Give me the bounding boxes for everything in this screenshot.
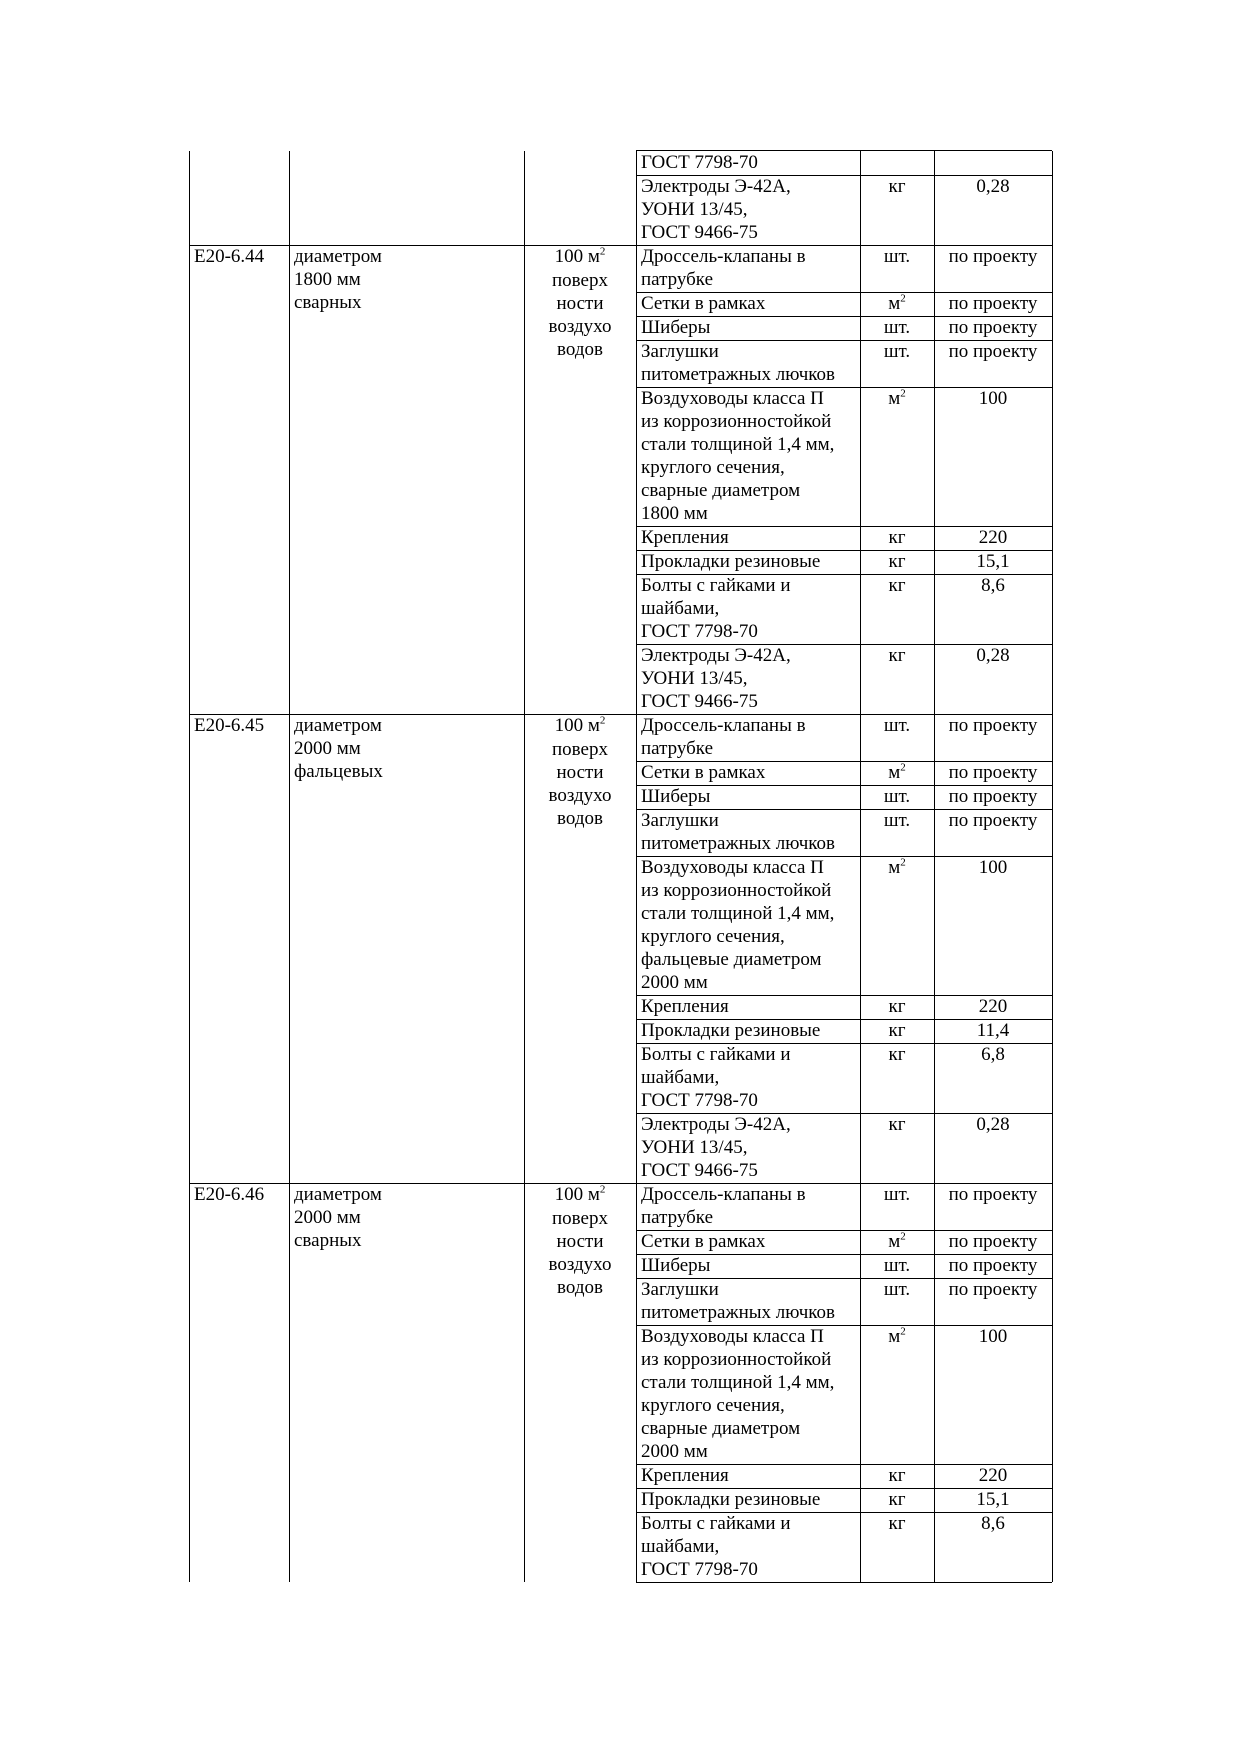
unit-cell <box>862 1325 932 1348</box>
table-border <box>189 714 190 1183</box>
unit-cell <box>862 856 932 879</box>
unit-cell: шт. <box>883 1279 911 1300</box>
section-measure-unit <box>526 714 634 737</box>
section-description: диаметром 2000 мм фальцевых <box>294 715 383 782</box>
qty-cell: по проекту <box>948 341 1038 362</box>
material-cell: Заглушки питометражных лючков <box>641 1279 836 1323</box>
table-border <box>189 1183 190 1582</box>
qty-cell: 0,28 <box>976 1114 1010 1135</box>
unit-cell: шт. <box>883 1255 911 1276</box>
unit-cell-text: м <box>888 293 901 314</box>
unit-cell: кг <box>888 1465 906 1486</box>
qty-cell: 8,6 <box>981 1513 1005 1534</box>
section-measure-line: поверх <box>552 739 608 760</box>
qty-cell: по проекту <box>948 246 1038 267</box>
unit-cell-superscript: 2 <box>900 1325 906 1338</box>
unit-cell: кг <box>888 996 906 1017</box>
table-border <box>934 714 935 1183</box>
qty-cell: 100 <box>978 1326 1008 1347</box>
unit-cell: кг <box>888 1020 906 1041</box>
material-cell: Электроды Э-42А, УОНИ 13/45, ГОСТ 9466-75 <box>641 1114 791 1181</box>
section-measure-unit-superscript: 2 <box>599 1183 606 1196</box>
unit-cell-superscript: 2 <box>900 387 906 400</box>
material-cell: Болты с гайками и шайбами, ГОСТ 7798-70 <box>641 575 791 642</box>
table-border <box>189 151 190 245</box>
qty-cell: 220 <box>978 1465 1008 1486</box>
table-border <box>524 1183 525 1582</box>
table-border <box>1052 714 1053 1183</box>
unit-cell-superscript: 2 <box>900 761 906 774</box>
table-border <box>289 151 290 245</box>
qty-cell: по проекту <box>948 317 1038 338</box>
unit-cell-superscript: 2 <box>900 292 906 305</box>
material-cell: Крепления <box>641 996 729 1017</box>
qty-cell: по проекту <box>948 293 1038 314</box>
table-border <box>636 1183 637 1582</box>
qty-cell: 6,8 <box>981 1044 1005 1065</box>
material-cell: Болты с гайками и шайбами, ГОСТ 7798-70 <box>641 1513 791 1580</box>
unit-cell: кг <box>888 645 906 666</box>
unit-cell: кг <box>888 1114 906 1135</box>
qty-cell: 0,28 <box>976 176 1010 197</box>
table-top-border <box>636 150 1052 151</box>
section-code: Е20-6.46 <box>194 1184 265 1205</box>
qty-cell: по проекту <box>948 715 1038 736</box>
section-measure-line: поверх <box>552 270 608 291</box>
qty-cell: по проекту <box>948 1231 1038 1252</box>
qty-cell: 220 <box>978 527 1008 548</box>
qty-cell: 100 <box>978 857 1008 878</box>
material-cell: Прокладки резиновые <box>641 551 821 572</box>
section-code: Е20-6.44 <box>194 246 265 267</box>
table-border <box>636 714 637 1183</box>
section-measure-unit <box>526 1183 634 1206</box>
unit-cell-text: м <box>888 857 901 878</box>
section-measure-unit <box>526 245 634 268</box>
table-border <box>860 245 861 714</box>
material-cell: Сетки в рамках <box>641 762 766 783</box>
material-cell: Воздуховоды класса П из коррозионностойкой стали толщиной 1,4 мм, круглого сечения, сварные диаметром 1800 мм <box>641 388 835 524</box>
qty-cell: 100 <box>978 388 1008 409</box>
section-measure-unit-text: 100 м <box>554 1184 600 1205</box>
qty-cell: 220 <box>978 996 1008 1017</box>
qty-cell: 8,6 <box>981 575 1005 596</box>
table-border <box>860 714 861 1183</box>
unit-cell: шт. <box>883 246 911 267</box>
unit-cell: шт. <box>883 317 911 338</box>
material-cell: Шиберы <box>641 317 711 338</box>
table-border <box>524 714 525 1183</box>
material-cell: Дроссель-клапаны в патрубке <box>641 246 806 290</box>
material-cell: Дроссель-клапаны в патрубке <box>641 1184 806 1228</box>
unit-cell: шт. <box>883 786 911 807</box>
unit-cell: кг <box>888 1513 906 1534</box>
material-cell: Прокладки резиновые <box>641 1489 821 1510</box>
unit-cell: шт. <box>883 1184 911 1205</box>
section-description: диаметром 2000 мм сварных <box>294 1184 382 1251</box>
table-border <box>934 1183 935 1582</box>
section-measure-line: воздухо <box>548 316 612 337</box>
material-cell: Воздуховоды класса П из коррозионностойкой стали толщиной 1,4 мм, круглого сечения, фальцевые диаметром 2000 мм <box>641 857 835 993</box>
material-cell: Сетки в рамках <box>641 1231 766 1252</box>
qty-cell: 11,4 <box>976 1020 1010 1041</box>
unit-cell <box>862 761 932 784</box>
section-measure-line: водов <box>557 808 603 829</box>
table-border <box>1052 151 1053 245</box>
material-cell: Шиберы <box>641 786 711 807</box>
section-measure-line: водов <box>557 339 603 360</box>
material-cell: Шиберы <box>641 1255 711 1276</box>
qty-cell: 15,1 <box>976 1489 1010 1510</box>
material-cell: Заглушки питометражных лючков <box>641 810 836 854</box>
unit-cell: кг <box>888 551 906 572</box>
unit-cell: шт. <box>883 810 911 831</box>
unit-cell <box>862 292 932 315</box>
section-measure-unit-text: 100 м <box>554 246 600 267</box>
section-measure-line: ности <box>556 293 604 314</box>
material-cell: Электроды Э-42А, УОНИ 13/45, ГОСТ 9466-75 <box>641 645 791 712</box>
material-cell: Прокладки резиновые <box>641 1020 821 1041</box>
section-measure-unit-superscript: 2 <box>599 714 606 727</box>
material-cell: Дроссель-клапаны в патрубке <box>641 715 806 759</box>
table-border <box>289 245 290 714</box>
unit-cell: кг <box>888 1044 906 1065</box>
table-border <box>1052 1183 1053 1582</box>
qty-cell: по проекту <box>948 1184 1038 1205</box>
table-border <box>1052 245 1053 714</box>
material-cell: Электроды Э-42А, УОНИ 13/45, ГОСТ 9466-75 <box>641 176 791 243</box>
material-cell: Заглушки питометражных лючков <box>641 341 836 385</box>
table-border <box>934 245 935 714</box>
section-code: Е20-6.45 <box>194 715 265 736</box>
material-cell: Крепления <box>641 527 729 548</box>
qty-cell: по проекту <box>948 786 1038 807</box>
table-border <box>289 1183 290 1582</box>
unit-cell-superscript: 2 <box>900 1230 906 1243</box>
qty-cell: по проекту <box>948 1255 1038 1276</box>
unit-cell: шт. <box>883 715 911 736</box>
section-measure-line: ности <box>556 1231 604 1252</box>
table-border <box>189 245 190 714</box>
table-border <box>860 1183 861 1582</box>
qty-cell: по проекту <box>948 762 1038 783</box>
material-cell: Воздуховоды класса П из коррозионностойкой стали толщиной 1,4 мм, круглого сечения, сварные диаметром 2000 мм <box>641 1326 835 1462</box>
section-measure-unit-superscript: 2 <box>599 245 606 258</box>
unit-cell-text: м <box>888 1326 901 1347</box>
section-measure-line: воздухо <box>548 785 612 806</box>
material-cell: Болты с гайками и шайбами, ГОСТ 7798-70 <box>641 1044 791 1111</box>
table-bottom-border <box>636 1582 1052 1583</box>
table-border <box>524 245 525 714</box>
material-cell: Крепления <box>641 1465 729 1486</box>
material-cell: Сетки в рамках <box>641 293 766 314</box>
section-measure-line: водов <box>557 1277 603 1298</box>
table-border <box>289 714 290 1183</box>
table-border <box>636 151 637 245</box>
table-border <box>524 151 525 245</box>
unit-cell: кг <box>888 1489 906 1510</box>
qty-cell: 0,28 <box>976 645 1010 666</box>
unit-cell <box>862 387 932 410</box>
table-border <box>636 245 637 714</box>
unit-cell-superscript: 2 <box>900 856 906 869</box>
table-border <box>860 151 861 245</box>
unit-cell: кг <box>888 527 906 548</box>
section-measure-unit-text: 100 м <box>554 715 600 736</box>
unit-cell <box>862 1230 932 1253</box>
unit-cell: шт. <box>883 341 911 362</box>
section-measure-line: ности <box>556 762 604 783</box>
unit-cell: кг <box>888 176 906 197</box>
qty-cell: по проекту <box>948 1279 1038 1300</box>
unit-cell: кг <box>888 575 906 596</box>
section-description: диаметром 1800 мм сварных <box>294 246 382 313</box>
table-border <box>934 151 935 245</box>
section-measure-line: воздухо <box>548 1254 612 1275</box>
unit-cell-text: м <box>888 762 901 783</box>
material-cell: ГОСТ 7798-70 <box>641 152 758 173</box>
qty-cell: 15,1 <box>976 551 1010 572</box>
qty-cell: по проекту <box>948 810 1038 831</box>
unit-cell-text: м <box>888 1231 901 1252</box>
section-measure-line: поверх <box>552 1208 608 1229</box>
unit-cell-text: м <box>888 388 901 409</box>
